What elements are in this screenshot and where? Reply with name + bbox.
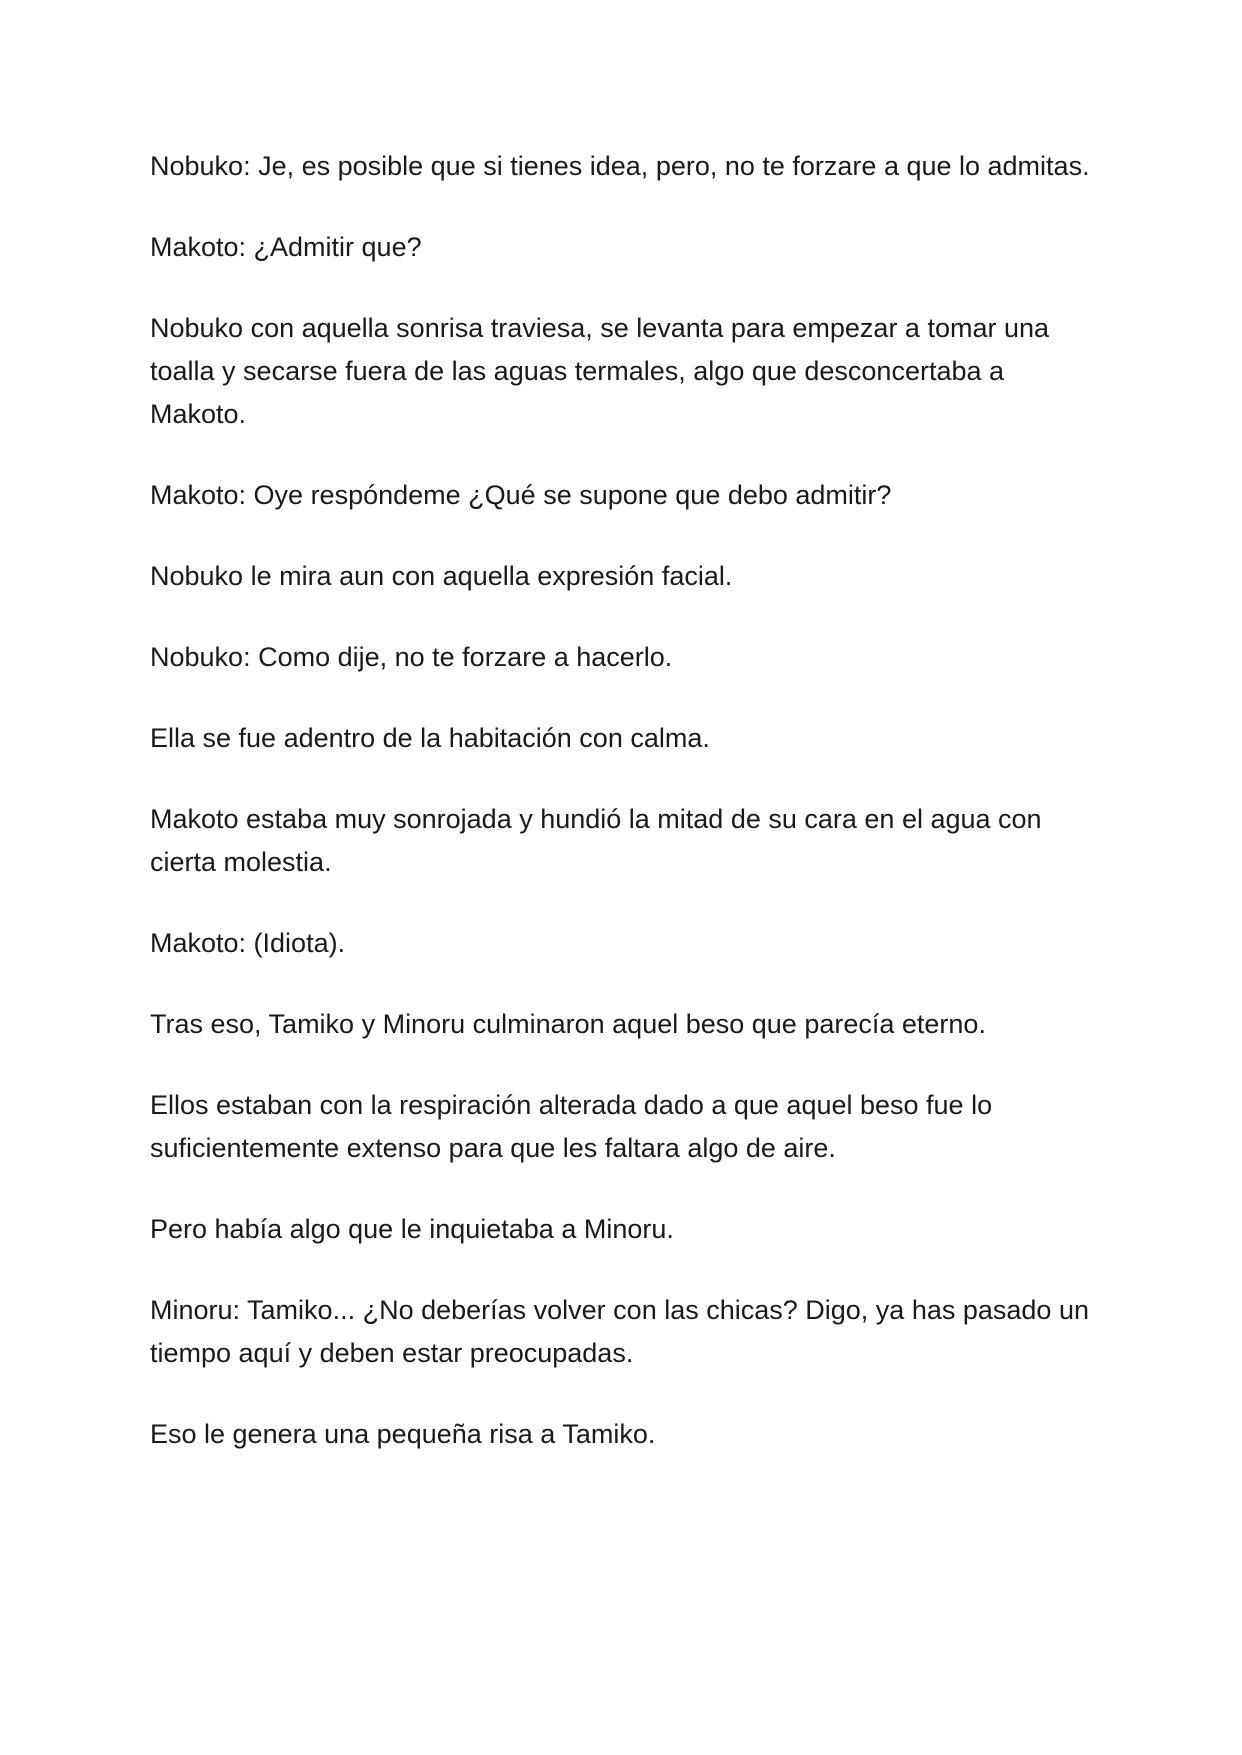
paragraph: Minoru: Tamiko... ¿No deberías volver con las chicas? Digo, ya has pasado un tiempo aquí y deben estar preocupadas. [150,1295,1089,1368]
paragraph: Makoto: (Idiota). [150,928,346,958]
document-body [150,145,1100,1494]
paragraph: Nobuko le mira aun con aquella expresión facial. [150,561,733,591]
paragraph: Eso le genera una pequeña risa a Tamiko. [150,1419,656,1449]
paragraph: Makoto estaba muy sonrojada y hundió la mitad de su cara en el agua con cierta molestia. [150,804,1042,877]
paragraph: Pero había algo que le inquietaba a Minoru. [150,1214,674,1244]
paragraph: Tras eso, Tamiko y Minoru culminaron aquel beso que parecía eterno. [150,1009,986,1039]
paragraph: Nobuko: Como dije, no te forzare a hacerlo. [150,642,673,672]
paragraph: Makoto: Oye respóndeme ¿Qué se supone que debo admitir? [150,480,892,510]
paragraph: Ellos estaban con la respiración alterada dado a que aquel beso fue lo suficientemente extenso para que les faltara algo de aire. [150,1090,993,1163]
paragraph: Ella se fue adentro de la habitación con calma. [150,723,710,753]
paragraph: Nobuko con aquella sonrisa traviesa, se levanta para empezar a tomar una toalla y secarse fuera de las aguas termales, algo que desconcertaba a Makoto. [150,313,1050,429]
paragraph: Makoto: ¿Admitir que? [150,232,422,262]
paragraph: Nobuko: Je, es posible que si tienes idea, pero, no te forzare a que lo admitas. [150,151,1090,181]
